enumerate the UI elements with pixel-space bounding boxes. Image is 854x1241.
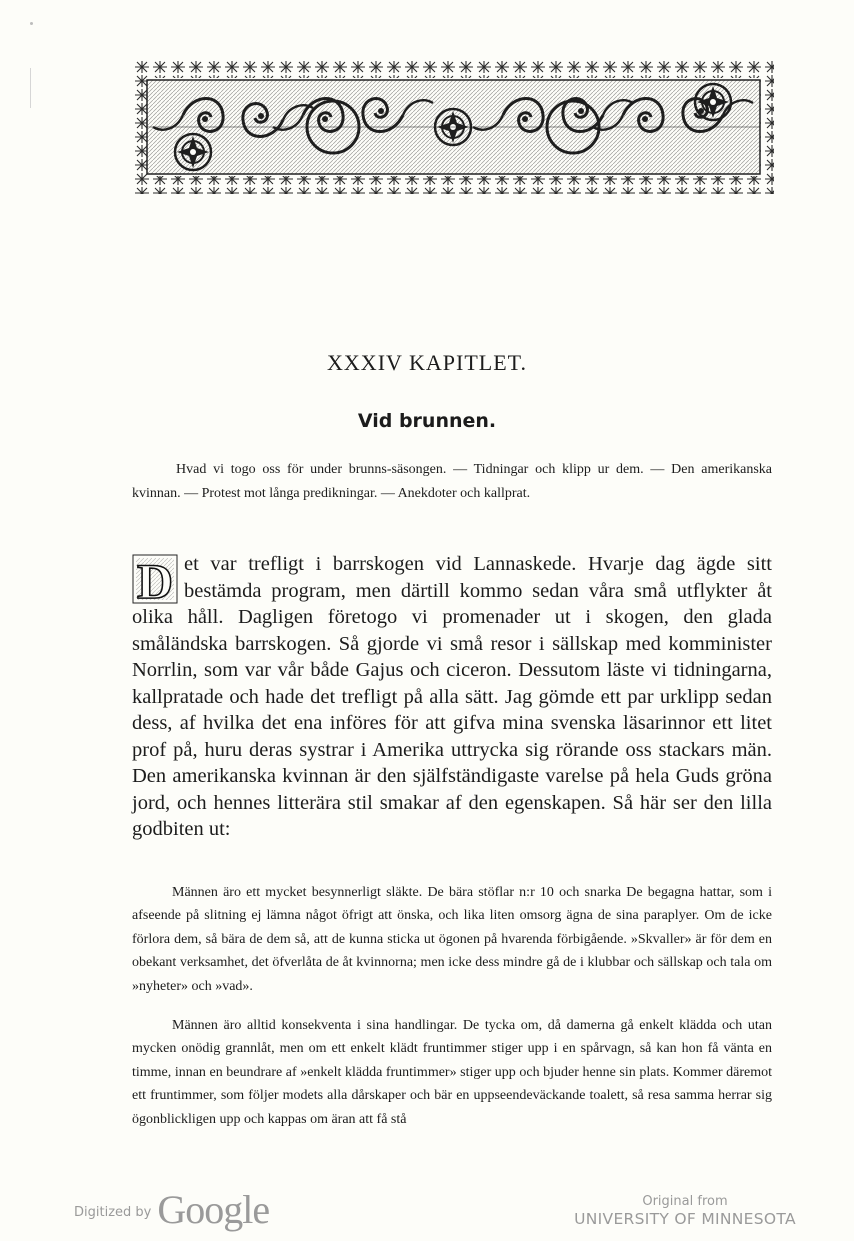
margin-mark	[30, 68, 31, 108]
margin-speck	[30, 22, 33, 25]
original-from-label: Original from	[642, 1194, 728, 1209]
chapter-summary: Hvad vi togo oss för under brunns-säsongen. — Tidningar och klipp ur dem. — Den amerikanska kvinnan. — Protest mot långa predikningar. — Anekdoter och kallprat.	[132, 462, 772, 501]
digitized-by-watermark	[74, 1186, 269, 1232]
section-title: Vid brunnen.	[357, 410, 497, 432]
body-paragraph	[132, 551, 772, 843]
quote-paragraph: Männen äro alltid konsekventa i sina handlingar. De tycka om, då damerna gå enkelt klädda och utan mycken onödig grannlåt, men om ett enkelt klädt fruntimmer stiger upp i en spårvagn, så kan hon få vänta en timme, innan en beundrare af »enkelt klädda fruntimmer» stiger upp och bjuder henne sin plats. Kommer däremot ett fruntimmer, som följer modets alla dårskaper och bär en uppseendeväckande toalett, så resa samma herrar sig ögonblickligen upp och kappas om äran att få stå	[132, 1018, 772, 1127]
body-paragraph-text: et var trefligt i barrskogen vid Lannaskede. Hvarje dag ägde sitt bestämda program, men därtill kommo sedan våra små utflykter åt olika håll. Dagligen företogo vi promenader ut i skogen, den glada småländska barrskogen. Så gjorde vi små resor i sällskap med komminister Norrlin, som var vår både Gajus och ciceron. Dessutom läste vi tidningarna, kallpratade och hade det trefligt på alla sätt. Jag gömde ett par urklipp sedan dess, af hvilka det ena införes för att gifva mina svenska läsarinnor ett litet prof på, huru deras systrar i Amerika uttrycka sig rörande oss stackars män. Den amerikanska kvinnan är den själfständigaste varelse på hela Guds gröna jord, och hennes litterära stil smakar af den egenskapen. Så här ser den lilla godbiten ut:	[132, 553, 772, 840]
drop-cap-initial	[132, 554, 178, 604]
digitized-by-label: Digitized by	[74, 1204, 152, 1220]
original-source-watermark	[540, 1194, 830, 1228]
quote-paragraph: Männen äro ett mycket besynnerligt släkte. De bära stöflar n:r 10 och snarka De begagna hattar, som i afseende på slitning ej lämna något öfrigt att önska, och lika liten omsorg ägna de sina paraplyer. Om de icke förlora dem, så bära de dem så, att de kunna sticka ut ögonen på hvarenda förbigående. »Skvaller» är för dem en obekant verksamhet, det öfverlåta de åt kvinnorna; men icke dess mindre gå de i klubbar och sällskap och tala om »nyheter» och »vad».	[132, 885, 772, 994]
google-logo: Google	[157, 1186, 270, 1232]
ornamental-header-band	[133, 60, 774, 194]
drop-cap-letter: D	[136, 554, 174, 604]
institution-label: UNIVERSITY OF MINNESOTA	[574, 1210, 796, 1228]
chapter-heading: XXXIV KAPITLET.	[327, 350, 527, 375]
